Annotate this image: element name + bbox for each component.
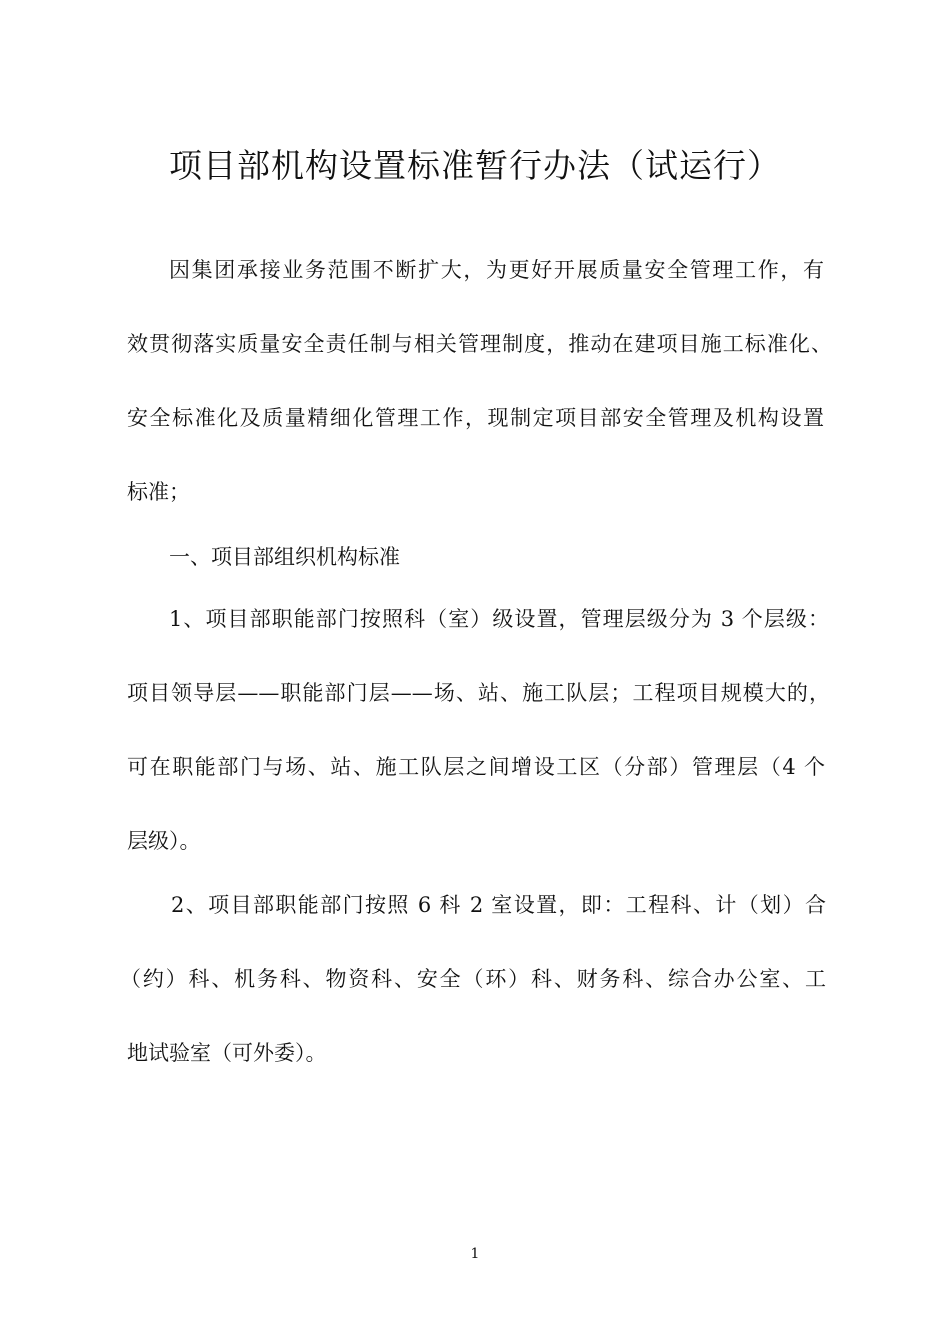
- paragraph-line: 层级）。: [127, 829, 201, 853]
- page-number: 1: [470, 1246, 480, 1262]
- paragraph-line: 标准；: [127, 480, 190, 504]
- paragraph-line: 地试验室（可外委）。: [127, 1041, 327, 1065]
- paragraph-line: 2、项目部职能部门按照 6 科 2 室设置，即：工程科、计（划）合: [171, 893, 826, 917]
- paragraph-line: 安全标准化及质量精细化管理工作，现制定项目部安全管理及机构设置: [127, 406, 824, 430]
- paragraph-line: 效贯彻落实质量安全责任制与相关管理制度，推动在建项目施工标准化、: [127, 332, 832, 356]
- paragraph-line: （约）科、机务科、物资科、安全（环）科、财务科、综合办公室、工: [120, 967, 826, 991]
- paragraph-line: 因集团承接业务范围不断扩大，为更好开展质量安全管理工作，有: [169, 258, 824, 282]
- document-title: 项目部机构设置标准暂行办法（试运行）: [169, 146, 781, 185]
- section-heading: 一、项目部组织机构标准: [169, 545, 400, 569]
- paragraph-line: 1、项目部职能部门按照科（室）级设置，管理层级分为 3 个层级：: [169, 607, 829, 631]
- paragraph-line: 可在职能部门与场、站、施工队层之间增设工区（分部）管理层（4 个: [127, 755, 825, 779]
- paragraph-line: 项目领导层——职能部门层——场、站、施工队层；工程项目规模大的，: [127, 681, 830, 705]
